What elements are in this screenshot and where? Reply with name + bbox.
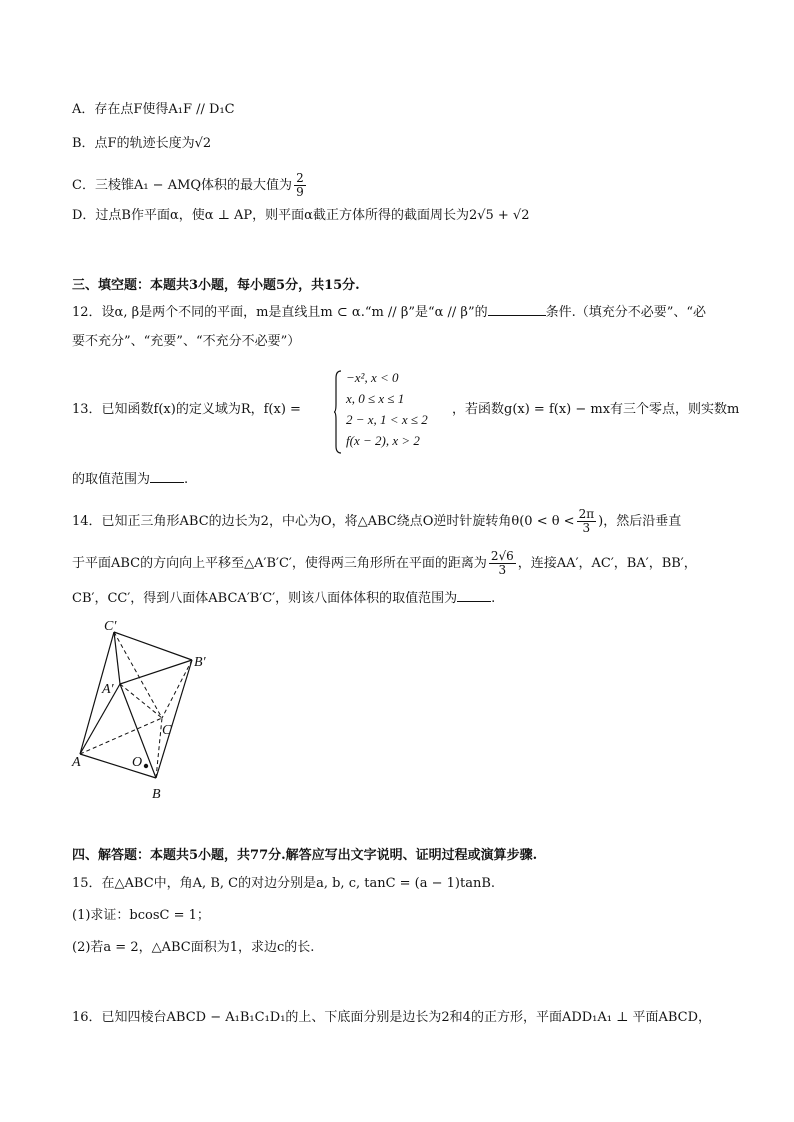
frac-den: 3 bbox=[582, 521, 591, 535]
angle-left: 0 < θ < bbox=[524, 514, 575, 529]
q15-part1: (1)求证：bcosC = 1； bbox=[72, 908, 210, 923]
piece-3: 2 − x, 1 < x ≤ 2 bbox=[346, 412, 428, 427]
label-o: O bbox=[132, 755, 143, 770]
q15-stem: 15．在△ABC中，角A, B, C的对边分别是a, b, c, tanC = (a − 1)tanB. bbox=[72, 876, 496, 891]
q13-suffix: ，若函数g(x) = f(x) − mx有三个零点，则实数m bbox=[452, 402, 740, 417]
q12-text-a: 12．设α, β是两个不同的平面，m是直线且m ⊂ α.“m // β”是“α // β”的 bbox=[72, 305, 488, 320]
q14-line1 bbox=[72, 508, 681, 535]
q14-line3 bbox=[72, 589, 495, 609]
section-4-heading: 四、解答题：本题共5小题，共77分.解答应写出文字说明、证明过程或演算步骤. bbox=[72, 848, 538, 863]
q14-text-b: ，然后沿垂直 bbox=[603, 514, 682, 529]
frac-num: 2√6 bbox=[490, 549, 514, 563]
q12-text-b: 条件.（填充分不必要”、“必 bbox=[545, 305, 707, 320]
answer-blank bbox=[457, 589, 491, 602]
option-d: D．过点B作平面α，使α ⊥ AP，则平面α截正方体所得的截面周长为2√5 + √2 bbox=[72, 208, 530, 223]
label-b-prime: B′ bbox=[194, 655, 206, 670]
label-c: C bbox=[162, 723, 172, 738]
option-b: B．点F的轨迹长度为√2 bbox=[72, 136, 212, 151]
q14-text-a: 14．已知正三角形ABC的边长为2，中心为O，将△ABC绕点O逆时针旋转角θ bbox=[72, 514, 520, 529]
q14-line2 bbox=[72, 550, 697, 577]
label-a: A bbox=[72, 755, 81, 770]
q14-text-c: 于平面ABC的方向向上平移至△A′B′C′，使得两三角形所在平面的距离为 bbox=[72, 556, 487, 571]
q14-text-f: . bbox=[491, 591, 496, 606]
label-b: B bbox=[152, 787, 161, 802]
frac-num: 2π bbox=[578, 507, 595, 521]
q12-line2: 要不充分”、“充要”、“不充分不必要”） bbox=[72, 334, 301, 349]
label-a-prime: A′ bbox=[102, 682, 114, 697]
piece-2: x, 0 ≤ x ≤ 1 bbox=[346, 391, 405, 406]
frac-den: 9 bbox=[296, 185, 304, 199]
q14-text-d: ，连接AA′，AC′，BA′，BB′， bbox=[517, 556, 697, 571]
q14-text-e: CB′，CC′，得到八面体ABCA′B′C′，则该八面体体积的取值范围为 bbox=[72, 591, 458, 606]
answer-blank bbox=[150, 470, 184, 483]
frac-num: 2 bbox=[296, 171, 304, 185]
answer-blank bbox=[488, 303, 546, 316]
section-3-heading: 三、填空题：本题共3小题，每小题5分，共15分. bbox=[72, 278, 360, 293]
option-a: A．存在点F使得A₁F // D₁C bbox=[72, 102, 235, 117]
option-c-text: C．三棱锥A₁ − AMQ体积的最大值为 bbox=[72, 178, 293, 193]
option-c bbox=[72, 172, 308, 199]
q13-prefix: 13．已知函数f(x)的定义域为R，f(x) = bbox=[72, 402, 301, 417]
q16-stem: 16．已知四棱台ABCD − A₁B₁C₁D₁的上、下底面分别是边长为2和4的正方形，平面ADD₁A₁ ⊥ 平面ABCD， bbox=[72, 1010, 712, 1025]
q13-text-b: . bbox=[184, 472, 189, 487]
frac-den: 3 bbox=[498, 563, 507, 577]
fraction-distance bbox=[489, 550, 516, 577]
center-point bbox=[144, 764, 148, 768]
piece-1: −x², x < 0 bbox=[346, 370, 399, 385]
label-c-prime: C′ bbox=[104, 619, 117, 634]
angle-range: (0 < θ < $\frac{2\pi}{3}$ ) bbox=[519, 507, 604, 535]
q13-line2 bbox=[72, 470, 188, 490]
q15-part2: (2)若a = 2，△ABC面积为1，求边c的长. bbox=[72, 940, 315, 955]
piece-4: f(x − 2), x > 2 bbox=[346, 433, 420, 448]
fraction-2pi-3 bbox=[577, 508, 597, 535]
q13-text-a: 的取值范围为 bbox=[72, 472, 151, 487]
octahedron-figure bbox=[70, 614, 220, 804]
q12-line1 bbox=[72, 303, 706, 323]
fraction-2-9 bbox=[294, 172, 306, 199]
left-brace bbox=[334, 370, 342, 454]
